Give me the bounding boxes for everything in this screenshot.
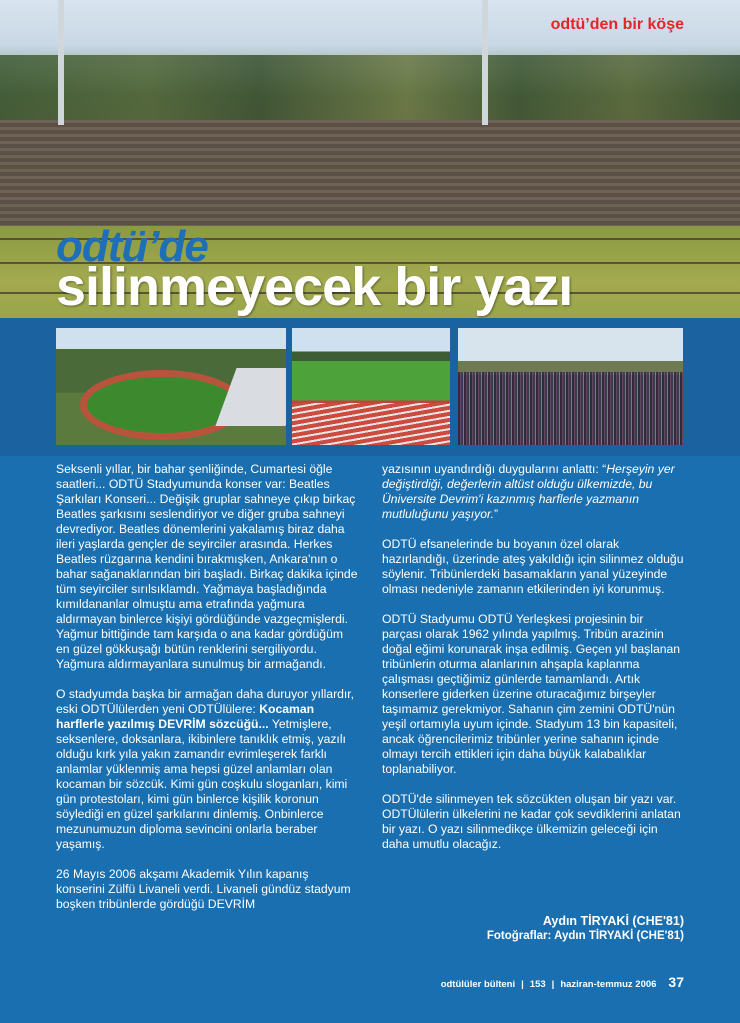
paragraph: ODTÜ efsanelerinde bu boyanın özel olarak hazırlandığı, üzerinde ateş yakıldığı için silinmez olduğu söylenir. Tribünlerdeki basamakların yanal yüzeyinde olması nedeniyle zamanın etkilerinden iyi korunmuş. <box>382 537 684 596</box>
paragraph-intro: O stadyumda başka bir armağan daha duruyor yıllardır, eski ODTÜlülerden yeni ODTÜlülere: <box>56 687 355 716</box>
footer-separator: | <box>551 979 555 990</box>
right-column <box>382 462 684 867</box>
paragraph: Seksenli yıllar, bir bahar şenliğinde, Cumartesi öğle saatleri... ODTÜ Stadyumunda konser var: Beatles Şarkıları Konseri... Değişik gruplar sahneye çıkıp birkaç Beatles şarkısını seslendiriyor ve diğer gruba sahneyi devrediyor. Beatles dönemlerini yakalamış biraz daha ileri yaşlarda gençler de seyirciler arasında. Herkes Beatles rüzgarına kendini bırakmışken, Ankara'nın o bahar sağanaklarından biri başladı. Birkaç dakika içinde tüm seyirciler sırılsıklamdı. Yağmaya başladığında kımıldananlar olmuştu ama etrafında yağmura aldırmayan binlerce kişiyi gördüğünde vazgeçmişlerdi. Yağmur bittiğinde tam karşıda o ana kadar gördüğüm en güzel gökkuşağı bütün renklerini sergiliyordu. Yağmura aldırmayanlara sunulmuş bir armağandı. <box>56 462 358 671</box>
title-line-1: odtü’de <box>56 222 208 271</box>
paragraph <box>382 462 684 522</box>
issue-date: haziran-temmuz 2006 <box>560 979 657 990</box>
section-tag: odtü’den bir köşe <box>550 16 684 33</box>
stadium-seats-photo <box>292 328 450 445</box>
quote-end: ” <box>494 507 499 521</box>
crowd <box>458 372 683 445</box>
author-name: Aydın TİRYAKİ (CHE'81) <box>542 914 684 928</box>
grandstand <box>215 368 286 426</box>
light-pole <box>482 0 488 125</box>
paragraph: 26 Mayıs 2006 akşamı Akademik Yılın kapanış konserini Zülfü Livaneli verdi. Livaneli gündüz stadyum boşken tribünlerde gördüğü DEVRİM <box>56 867 351 911</box>
stadium-stands <box>0 120 740 228</box>
page-footer <box>441 974 684 990</box>
left-column <box>56 462 358 927</box>
highlight-text: Kocaman harflerle yazılmış DEVRİM sözcüğü... <box>56 702 315 731</box>
paragraph-body: Yetmişlere, seksenlere, doksanlara, ikibinlere tanıklık etmiş, yazılı olduğu kırk yıla yakın zamandır evrimleşerek farklı anlamlar yüklenmiş ama hepsi güzel anlamları olan kocaman bir sözcük. Kimi gün coşkulu sloganları, kimi gün protestoları, kimi gün binlerce kişilik koronun söylediği en güzel şarkılarını dinlemiş. Onbinlerce mezunumuzun diploma sevincini onlarla beraber yaşamış. <box>56 717 348 851</box>
author-credits <box>487 914 684 942</box>
paragraph <box>56 687 358 852</box>
concert-crowd-photo <box>458 328 683 445</box>
publication-name: odtülüler bülteni <box>440 979 516 990</box>
page-number: 37 <box>668 974 684 990</box>
photo-credit: Fotoğraflar: Aydın TİRYAKİ (CHE'81) <box>486 930 684 942</box>
paragraph: ODTÜ'de silinmeyen tek sözcükten oluşan bir yazı var. ODTÜlülerin ülkelerini ne kadar çok sevdiklerini anlatan bir yazı. O yazı silinmedikçe ülkemizin geleceği için daha umutlu olacağız. <box>382 792 681 851</box>
quote-text: Herşeyin yer değiştirdiği, değerlerin altüst olduğu ülkemizde, bu Üniversite Devrim'i kazınmış harflerle yazmanın mutluluğunu yaşıyor. <box>382 462 675 521</box>
red-seats <box>292 403 450 445</box>
footer-separator: | <box>521 979 524 990</box>
running-track <box>80 370 244 440</box>
light-pole <box>58 0 64 125</box>
issue-number: 153 <box>529 979 546 990</box>
aerial-stadium-photo <box>56 328 286 445</box>
title-line-2: silinmeyecek bir yazı <box>56 257 573 317</box>
paragraph: ODTÜ Stadyumu ODTÜ Yerleşkesi projesinin bir parçası olarak 1962 yılında yapılmış. Tribün arazinin doğal eğimi korunarak inşa edilmiş. Geçen yıl başlanan tribünlerin oturma alanlarının ahşapla kaplanma çalışması geçtiğimiz günlerde tamamlandı. Artık konserlere giderken üzerine oturacağımız birşeyler taşımamız gerekmiyor. Sahanın çim zemini ODTÜ'nün yeşil ortamıyla uyum içinde. Stadyum 13 bin kapasiteli, ancak öğrencilerimiz tribünler yerine sahanın içinde olmayı tercih ettikleri için daha büyük kalabalıklar toplanabiliyor. <box>382 612 681 776</box>
tree-line <box>0 55 740 125</box>
quote-intro: yazısının uyandırdığı duygularını anlattı: “ <box>382 462 607 476</box>
